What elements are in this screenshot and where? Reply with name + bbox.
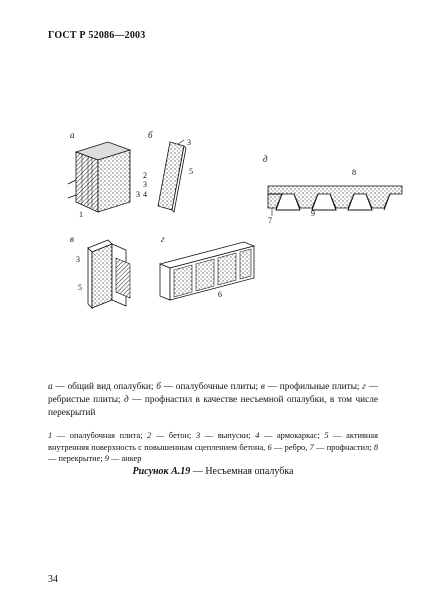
legend-num-3: 3 bbox=[195, 431, 201, 440]
document-header: ГОСТ Р 52086—2003 bbox=[48, 30, 146, 41]
callout-a-3b: 3 bbox=[136, 190, 140, 199]
drawing-a-formwork-block bbox=[68, 140, 148, 220]
caption-text-b: — опалубочные плиты; bbox=[160, 382, 261, 392]
legend-text-6: — ребро, bbox=[271, 442, 310, 452]
figure-title-label: Рисунок А.19 bbox=[132, 466, 191, 477]
legend-num-4: 4 bbox=[255, 431, 260, 440]
legend-text-5: — активная внутренняя поверхность с повышенным сцеплением бетона, bbox=[48, 431, 378, 452]
legend-text-4: — армокаркас; bbox=[259, 431, 325, 440]
legend-num-6: 6 bbox=[267, 442, 272, 452]
caption-letter-v: в bbox=[260, 382, 265, 392]
legend-text-3: — выпуски; bbox=[200, 431, 256, 440]
drawing-g-ribbed-panel bbox=[158, 240, 258, 305]
legend-num-8: 8 bbox=[373, 442, 378, 452]
legend-text-9: — анкер bbox=[108, 454, 142, 463]
callout-a-3: 3 bbox=[143, 180, 147, 189]
figure-title bbox=[48, 466, 378, 477]
caption-text-a: — общий вид опалубки; bbox=[52, 382, 157, 392]
callout-d-9: 9 bbox=[311, 209, 315, 218]
panel-label-g: г bbox=[161, 234, 165, 244]
legend-num-1: 1 bbox=[48, 431, 53, 440]
callout-b-3: 3 bbox=[187, 138, 191, 147]
caption-letter-b: б bbox=[156, 382, 161, 392]
panel-label-d: д bbox=[263, 154, 268, 164]
drawing-b-formwork-panel bbox=[150, 140, 190, 215]
figure-title-text: — Несъемная опалубка bbox=[190, 466, 294, 477]
legend-text-7: — профнастил; bbox=[313, 442, 374, 452]
panel-label-a: а bbox=[70, 130, 75, 140]
callout-v-3: 3 bbox=[76, 255, 80, 264]
caption-letter-g: г bbox=[362, 382, 366, 392]
caption-text-v: — профильные плиты; bbox=[264, 382, 363, 392]
legend-text-1: — опалубочная плита; bbox=[52, 431, 148, 440]
caption-letter-d: д bbox=[124, 395, 129, 405]
legend-text-2: — бетон; bbox=[151, 431, 196, 440]
caption-letter-a: а bbox=[48, 382, 53, 392]
legend-num-7: 7 bbox=[309, 442, 314, 452]
callout-d-7: 7 bbox=[268, 216, 272, 225]
callout-a-1: 1 bbox=[79, 210, 83, 219]
drawing-v-profiled-panel bbox=[82, 238, 137, 313]
legend-num-9: 9 bbox=[104, 454, 109, 463]
caption-text-g: — ребристые плиты; bbox=[48, 382, 379, 405]
callout-v-5: 5 bbox=[78, 283, 82, 292]
figure-legend bbox=[48, 430, 378, 465]
callout-a-2: 2 bbox=[143, 171, 147, 180]
callout-g-6: 6 bbox=[218, 290, 222, 299]
figure-caption-panels bbox=[48, 381, 378, 420]
legend-num-5: 5 bbox=[324, 431, 329, 440]
callout-b-5: 5 bbox=[189, 167, 193, 176]
caption-text-d: — профнастил в качестве несъемной опалубки, в том числе перекрытий bbox=[48, 395, 378, 418]
panel-label-v: в bbox=[70, 234, 74, 244]
page-number: 34 bbox=[48, 574, 58, 585]
legend-text-8: — перекрытие; bbox=[48, 454, 105, 463]
callout-a-4: 4 bbox=[143, 190, 147, 199]
drawing-d-profiled-decking bbox=[266, 172, 406, 222]
panel-label-b: б bbox=[148, 130, 153, 140]
callout-d-8: 8 bbox=[352, 168, 356, 177]
legend-num-2: 2 bbox=[147, 431, 152, 440]
